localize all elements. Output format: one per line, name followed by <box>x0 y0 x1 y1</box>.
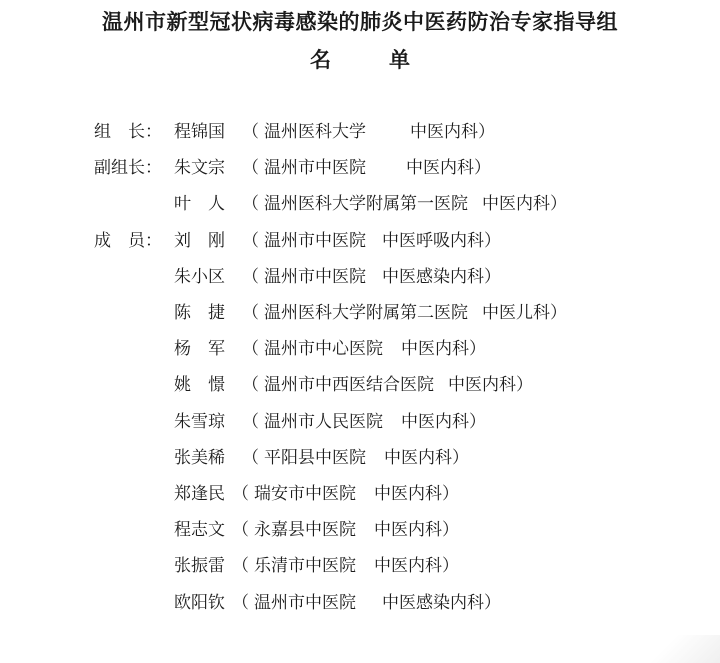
member-row <box>0 444 720 472</box>
member-affiliation <box>242 118 495 146</box>
member-name: 朱文宗 <box>174 158 225 179</box>
member-row <box>0 335 720 363</box>
open-paren: （ <box>242 411 259 432</box>
member-name: 朱小区 <box>174 266 225 287</box>
member-affiliation <box>232 516 459 544</box>
member-name: 程锦国 <box>174 122 225 142</box>
open-paren: （ <box>242 158 259 179</box>
member-name: 张美稀 <box>174 447 225 468</box>
member-row <box>0 589 720 617</box>
member-name: 郑逢民 <box>174 484 225 504</box>
open-paren: （ <box>242 194 259 215</box>
member-name: 刘 刚 <box>174 230 225 251</box>
member-hospital: 温州市中医院 <box>254 592 356 613</box>
page-corner-shadow <box>630 635 720 663</box>
subtitle-right-char: 单 <box>389 48 410 72</box>
open-paren: （ <box>242 303 259 323</box>
member-name: 杨 军 <box>174 339 225 360</box>
member-row <box>0 408 720 436</box>
member-department: 中医感染内科） <box>382 592 501 613</box>
open-paren: （ <box>242 339 259 360</box>
open-paren: （ <box>242 266 259 287</box>
member-hospital: 平阳县中医院 <box>264 447 366 468</box>
document-title: 温州市新型冠状病毒感染的肺炎中医药防治专家指导组 <box>102 10 618 34</box>
member-department: 中医内科） <box>374 484 459 504</box>
subtitle-left-char: 名 <box>310 48 331 72</box>
member-row <box>0 227 720 255</box>
member-department: 中医内科） <box>410 122 495 142</box>
member-row <box>0 480 720 508</box>
member-name: 叶 人 <box>174 194 225 215</box>
member-department: 中医感染内科） <box>382 266 501 287</box>
member-department: 中医内科） <box>401 411 486 432</box>
member-name: 张振雷 <box>174 556 225 577</box>
member-role: 副组长： <box>94 158 162 179</box>
member-row <box>0 552 720 580</box>
member-department: 中医呼吸内科） <box>382 230 501 251</box>
member-name: 陈 捷 <box>174 303 225 323</box>
member-row <box>0 263 720 291</box>
member-affiliation <box>242 154 491 182</box>
member-hospital: 温州市中心医院 <box>264 339 383 360</box>
member-affiliation <box>242 299 567 327</box>
open-paren: （ <box>232 556 249 577</box>
member-row <box>0 299 720 327</box>
member-row <box>0 118 720 146</box>
open-paren: （ <box>232 484 249 504</box>
member-affiliation <box>242 444 469 472</box>
open-paren: （ <box>242 375 259 396</box>
member-affiliation <box>242 227 501 255</box>
member-affiliation <box>232 589 501 617</box>
document-subtitle <box>0 44 720 74</box>
open-paren: （ <box>242 230 259 251</box>
member-name: 欧阳钦 <box>174 592 225 613</box>
member-affiliation <box>242 408 486 436</box>
member-department: 中医内科） <box>482 194 567 215</box>
member-hospital: 永嘉县中医院 <box>254 520 356 541</box>
open-paren: （ <box>232 592 249 613</box>
member-row <box>0 371 720 399</box>
member-department: 中医儿科） <box>482 303 567 323</box>
member-hospital: 温州医科大学 <box>264 122 366 142</box>
open-paren: （ <box>232 520 249 541</box>
member-role: 组 长： <box>94 122 162 142</box>
member-affiliation <box>242 335 486 363</box>
member-name: 朱雪琼 <box>174 411 225 432</box>
member-hospital: 温州市中医院 <box>264 230 366 251</box>
member-name: 姚 憬 <box>174 375 225 396</box>
member-affiliation <box>232 552 459 580</box>
member-name: 程志文 <box>174 520 225 541</box>
member-affiliation <box>242 371 533 399</box>
member-department: 中医内科） <box>374 520 459 541</box>
member-department: 中医内科） <box>448 375 533 396</box>
member-hospital: 温州市中西医结合医院 <box>264 375 434 396</box>
member-row <box>0 516 720 544</box>
member-affiliation <box>242 263 501 291</box>
member-department: 中医内科） <box>384 447 469 468</box>
member-hospital: 乐清市中医院 <box>254 556 356 577</box>
member-department: 中医内科） <box>401 339 486 360</box>
member-hospital: 温州医科大学附属第一医院 <box>264 194 468 215</box>
member-hospital: 温州市中医院 <box>264 266 366 287</box>
member-affiliation <box>242 190 567 218</box>
member-department: 中医内科） <box>374 556 459 577</box>
member-hospital: 温州医科大学附属第二医院 <box>264 303 468 323</box>
member-affiliation <box>232 480 459 508</box>
member-role: 成 员： <box>94 230 162 251</box>
member-row <box>0 190 720 218</box>
member-department: 中医内科） <box>406 158 491 179</box>
member-row <box>0 154 720 182</box>
member-hospital: 温州市中医院 <box>264 158 366 179</box>
member-hospital: 温州市人民医院 <box>264 411 383 432</box>
open-paren: （ <box>242 447 259 468</box>
open-paren: （ <box>242 122 259 142</box>
member-hospital: 瑞安市中医院 <box>254 484 356 504</box>
